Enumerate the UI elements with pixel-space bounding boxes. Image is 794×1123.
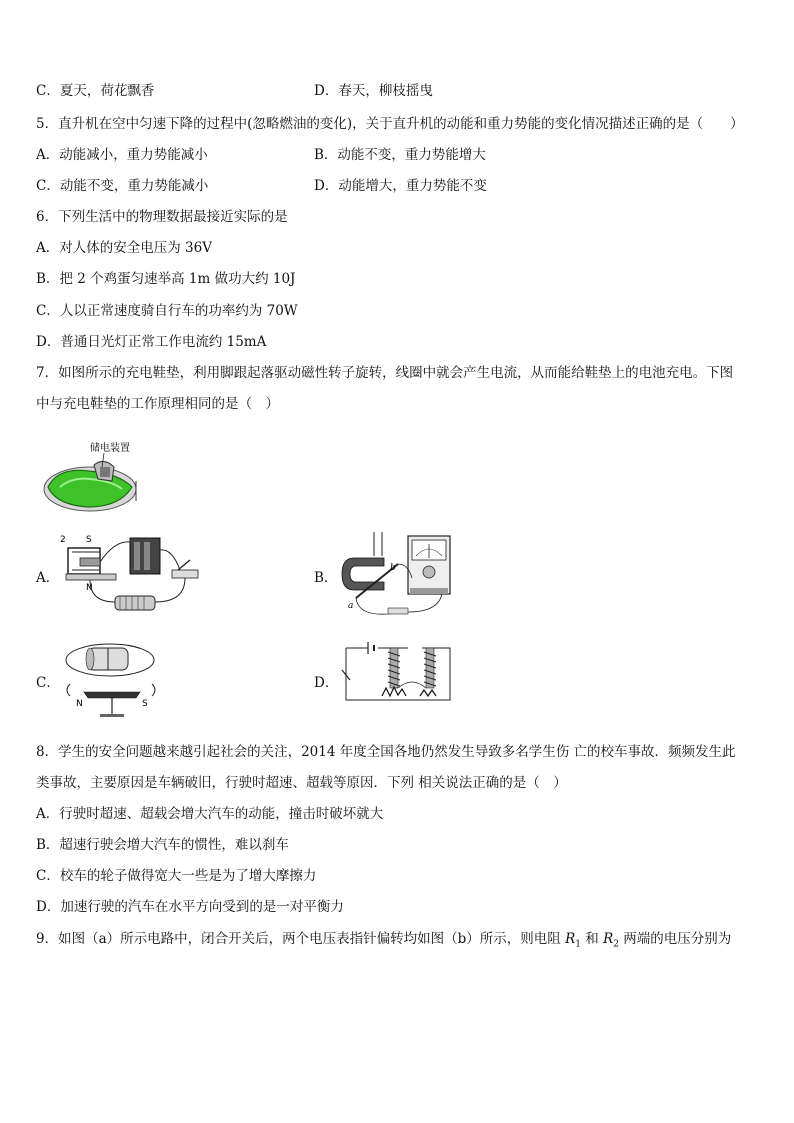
q8-option-b: B．超速行驶会增大汽车的惯性，难以刹车	[36, 837, 289, 853]
r1-subscript: 1	[575, 939, 581, 950]
insole-figure	[38, 437, 142, 521]
q4-option-c: C．夏天，荷花飘香	[36, 83, 155, 99]
q7-label-b: B．	[314, 570, 338, 586]
q7-figure-d	[338, 640, 458, 706]
q7-label-c: C．	[36, 675, 60, 691]
q9-stem-part2: 和	[580, 931, 604, 947]
q5-option-a: A．动能减小，重力势能减小	[36, 147, 208, 163]
q5-option-d: D．动能增大，重力势能不变	[314, 178, 487, 194]
q7-figure-a	[60, 530, 210, 620]
q7-label-a: A．	[36, 570, 60, 586]
q6-option-b: B．把 2 个鸡蛋匀速举高 1m 做功大约 10J	[36, 271, 296, 287]
svg-text:2: 2	[60, 535, 66, 545]
q5-option-b: B．动能不变，重力势能增大	[314, 147, 486, 163]
q6-option-d: D．普通日光灯正常工作电流约 15mA	[36, 334, 267, 350]
q5-option-c: C．动能不变，重力势能减小	[36, 178, 209, 194]
q5-stem: 5．直升机在空中匀速下降的过程中(忽略燃油的变化)，关于直升机的动能和重力势能的变化情况描述正确的是（ ）	[36, 116, 744, 132]
q7-label-d: D．	[314, 675, 339, 691]
q7-figure-b	[338, 528, 458, 620]
q8-stem-line2: 类事故，主要原因是车辆破旧，行驶时超速、超载等原因．下列 相关说法正确的是（ ）	[36, 775, 567, 791]
q7-stem-line1: 7．如图所示的充电鞋垫，利用脚跟起落驱动磁性转子旋转，线圈中就会产生电流，从而能给鞋垫上的电池充电。下图	[36, 365, 734, 381]
r2-subscript: 2	[613, 939, 619, 950]
r2-symbol: R	[603, 931, 614, 947]
q6-option-c: C．人以正常速度骑自行车的功率约为 70W	[36, 303, 298, 319]
q4-option-d: D．春天，柳枝摇曳	[314, 83, 433, 99]
fig-c-s: S	[142, 699, 148, 709]
q6-option-a: A．对人体的安全电压为 36V	[36, 240, 212, 256]
r1-symbol: R	[565, 931, 576, 947]
fig-a-s: S	[86, 535, 92, 545]
q7-figure-c	[60, 638, 160, 718]
q9-stem-part3: 两端的电压分别为	[618, 931, 732, 947]
q8-option-d: D．加速行驶的汽车在水平方向受到的是一对平衡力	[36, 899, 344, 915]
q7-stem-line2: 中与充电鞋垫的工作原理相同的是（ ）	[36, 396, 279, 412]
insole-label: 储电装置	[90, 443, 130, 454]
q6-stem: 6．下列生活中的物理数据最接近实际的是	[36, 209, 288, 225]
q8-stem-line1: 8．学生的安全问题越来越引起社会的关注，2014 年度全国各地仍然发生导致多名学生伤 亡的校车事故．频频发生此	[36, 744, 736, 760]
q8-option-c: C．校车的轮子做得宽大一些是为了增大摩擦力	[36, 868, 317, 884]
q9-stem	[36, 930, 731, 954]
fig-c-n: N	[76, 699, 83, 709]
fig-b-a: a	[348, 601, 354, 611]
q9-stem-part1: 9．如图（a）所示电路中，闭合开关后，两个电压表指针偏转均如图（b）所示，则电阻	[36, 931, 566, 947]
q8-option-a: A．行驶时超速、超载会增大汽车的动能，撞击时破坏就大	[36, 806, 384, 822]
fig-a-n: N	[86, 583, 93, 593]
fig-b-b: b	[390, 563, 396, 573]
